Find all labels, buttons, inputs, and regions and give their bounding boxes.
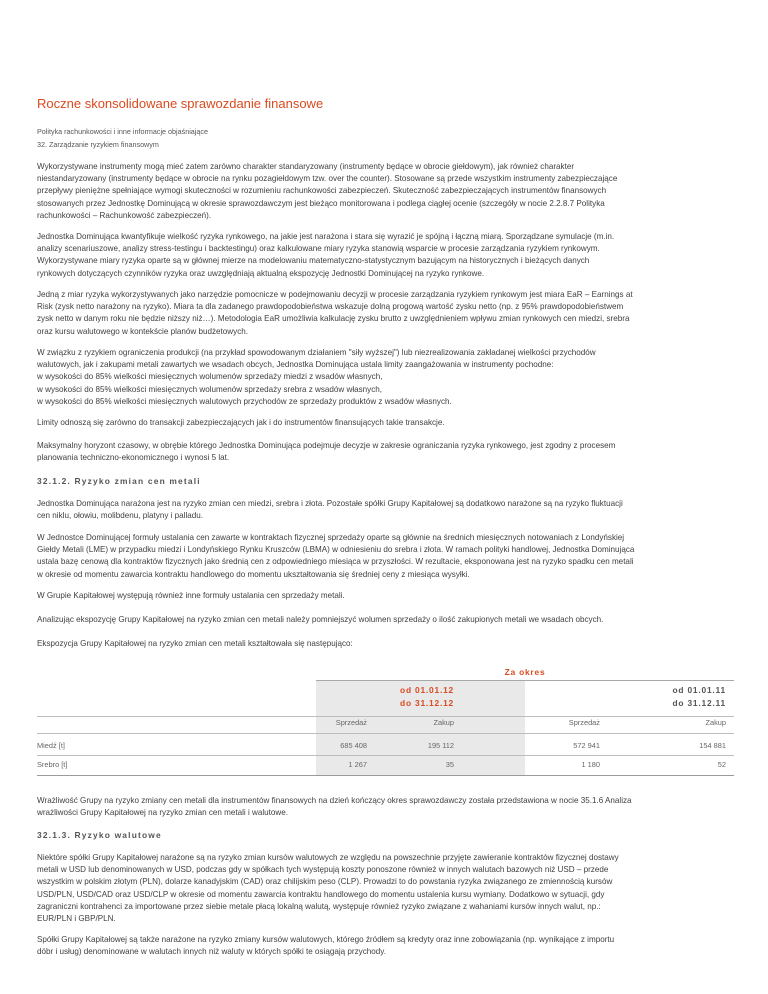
table-cell: 1 180 xyxy=(581,760,600,769)
section-heading-currency-risk: 32.1.3. Ryzyko walutowe xyxy=(37,830,162,840)
table-caption: Za okres xyxy=(504,667,546,677)
table-subheader-rule xyxy=(37,733,734,734)
paragraph-metal-exposure: Jednostka Dominująca narażona jest na ryzyko zmian cen miedzi, srebra i złota. Pozostałe spółki Grupy Kapitałowej są dodatkowo narażone są na ryzyko fluktuacji cen niklu, ołowiu, molibdenu, platyny i palladu. xyxy=(37,499,623,521)
table-header-rule xyxy=(37,716,734,717)
paragraph-limits-scope: Limity odnoszą się zarówno do transakcji zabezpieczających jak i do instrumentów finansujących takie transakcje. xyxy=(37,418,445,427)
section-heading-metal-price-risk: 32.1.2. Ryzyko zmian cen metali xyxy=(37,476,201,486)
period-2011: od 01.01.11 do 31.12.11 xyxy=(672,685,726,708)
paragraph-sensitivity: Wrażliwość Grupy na ryzyko zmiany cen metali dla instrumentów finansowych na dzień kończący okres sprawozdawczy została przedstawiona w nocie 35.1.6 Analiza wrażliwości Grupy Kapitałowej na ryzyko zmian cen metali i walutowe. xyxy=(37,796,632,818)
table-subheader: Zakup xyxy=(433,718,454,727)
breadcrumb-subsection: 32. Zarządzanie ryzykiem finansowym xyxy=(37,140,159,149)
paragraph-volume-analysis: Analizując ekspozycję Grupy Kapitałowej na ryzyko zmian cen metali należy pomniejszyć wolumen sprzedaży o ilość zakupionych metali we wsadach obcych. xyxy=(37,615,604,624)
period-2012: od 01.01.12 do 31.12.12 xyxy=(400,685,454,708)
paragraph-price-formulas: W Jednostce Dominującej formuły ustalania cen zawarte w kontraktach fizycznej sprzedaży oparte są głównie na średnich miesięcznych notowaniach z Londyńskiej Giełdy Metali (LME) w przypadku miedzi i Londyńskiego Rynku Kruszców (LBMA) w odniesieniu do srebra i złota. W ramach polityki handlowej, Jednostka Dominująca ustala bazę cenową dla kontraktów fizycznych jako średnią cen z odpowiedniego miesiąca w przyszłości. W rezultacie, eksponowana jest na ryzyko spadku cen metali w okresie od momentu zawarcia kontraktu handlowego do momentu ukształtowania się średniej ceny z miesiąca wysyłki. xyxy=(37,533,635,579)
paragraph-currency-exposure: Niektóre spółki Grupy Kapitałowej narażone są na ryzyko zmian kursów walutowych ze względu na powszechnie przyjęte zawieranie kontraktów fizycznej dostawy metali w USD lub denominowanych w USD, podczas gdy w spółkach tych występują koszty ponoszone również w innych walutach bazowych niż USD – przede wszystkim w polskim złotym (PLN), dolarze kanadyjskim (CAD) oraz chilijskim peso (CLP). Prowadzi to do powstania ryzyka związanego ze zmiennością kursów USD/PLN, USD/CAD oraz USD/CLP w okresie od momentu zawarcia kontraktu handlowego do momentu ustalenia kursu wymiany. Dodatkowo w sytuacji, gdy zagraniczni kontrahenci za importowane przez siebie metale płacą lokalną walutą, występuje również ryzyko związane z wahaniami kursów innych walut, np.: EUR/PLN i GBP/PLN. xyxy=(37,853,619,924)
paragraph-ear: Jedną z miar ryzyka wykorzystywanych jako narzędzie pomocnicze w podejmowaniu decyzji w procesie zarządzania ryzykiem rynkowym jest miara EaR – Earnings at Risk (zysk netto narażony na ryzyko). Miara ta dla zadanego prawdopodobieństwa wskazuje dolną progową wartość zysku netto (np. z 95% prawdopodobieństwem zysk netto w danym roku nie będzie niższy niż…). Metodologia EaR umożliwia kalkulację zysku brutto z uwzględnieniem wpływu zmian rynkowych cen miedzi, srebra oraz kursu walutowego w kontekście planów budżetowych. xyxy=(37,290,633,336)
paragraph-other-formulas: W Grupie Kapitałowej występują również inne formuły ustalania cen sprzedaży metali. xyxy=(37,591,345,600)
table-subheader: Zakup xyxy=(705,718,726,727)
table-cell: 572 941 xyxy=(573,741,600,750)
table-top-rule xyxy=(316,680,734,681)
table-row-label: Miedź [t] xyxy=(37,741,65,750)
table-cell: 35 xyxy=(445,760,454,769)
table-subheader: Sprzedaż xyxy=(568,718,600,727)
paragraph-table-intro: Ekspozycja Grupy Kapitałowej na ryzyko zmian cen metali kształtowała się następująco: xyxy=(37,639,353,648)
table-cell: 685 408 xyxy=(340,741,367,750)
table-row-rule xyxy=(37,755,734,756)
table-cell: 1 267 xyxy=(348,760,367,769)
paragraph-limits: W związku z ryzykiem ograniczenia produkcji (na przykład spowodowanym działaniem "siły wyższej") lub niezrealizowania zakładanej wielkości przychodów walutowych, jak i zakupami metali zawartych we wsadach obcych, Jednostka Dominująca ustala limity zaangażowania w instrumenty pochodne: w wysokości do 85% wielkości miesięcznych wolumenów sprzedaży miedzi z wsadów własnych, w wysokości do 85% wielkości miesięcznych wolumenów sprzedaży srebra z wsadów własnych, w wysokości do 85% wielkości miesięcznych walutowych przychodów ze sprzedaży produktów z wsadów własnych. xyxy=(37,348,596,406)
table-subheader: Sprzedaż xyxy=(335,718,367,727)
paragraph-risk-quantification: Jednostka Dominująca kwantyfikuje wielkość ryzyka rynkowego, na jakie jest narażona i stara się wyrazić je spójną i łączną miarą. Sporządzane symulacje (m.in. analizy scenariuszowe, analizy stress-testingu i backtestingu) oraz kalkulowane miary ryzyka stanowią wsparcie w procesie zarządzania ryzykiem rynkowym. Wykorzystywane miary ryzyka oparte są w głównej mierze na modelowaniu matematyczno-statystycznym bazującym na historycznych i bieżących danych rynkowych dotyczących czynników ryzyka oraz uwzględniają aktualną ekspozycję Jednostki Dominującej na ryzyko rynkowe. xyxy=(37,232,615,278)
paragraph-instruments: Wykorzystywane instrumenty mogą mieć zatem zarówno charakter standaryzowany (instrumenty będące w obrocie giełdowym), jak również charakter niestandaryzowany (instrumenty będące w obrocie na rynku pozagiełdowym tzw. over the counter). Stosowane są przede wszystkim instrumenty zabezpieczające przepływy pieniężne spełniające wymogi skuteczności w rozumieniu rachunkowości zabezpieczeń. Skuteczność zabezpieczających instrumentów finansowych stosowanych przez Jednostkę Dominującą w okresie sprawozdawczym jest bieżąco monitorowana i podlega ciągłej ocenie (szczegóły w nocie 2.2.8.7 Polityka rachunkowości – Rachunkowość zabezpieczeń). xyxy=(37,162,618,220)
table-cell: 154 881 xyxy=(699,741,726,750)
table-cell: 52 xyxy=(717,760,726,769)
breadcrumb-section: Polityka rachunkowości i inne informacje objaśniające xyxy=(37,127,208,136)
table-bottom-rule xyxy=(37,775,734,776)
paragraph-horizon: Maksymalny horyzont czasowy, w obrębie którego Jednostka Dominująca podejmuje decyzje w zakresie ograniczania ryzyka rynkowego, jest zgodny z procesem planowania techniczno-ekonomicznego i wynosi 5 lat. xyxy=(37,441,616,463)
table-row-label: Srebro [t] xyxy=(37,760,68,769)
page-title: Roczne skonsolidowane sprawozdanie finansowe xyxy=(37,96,324,111)
table-cell: 195 112 xyxy=(427,741,454,750)
paragraph-currency-liabilities: Spółki Grupy Kapitałowej są także narażone na ryzyko zmiany kursów walutowych, którego źródłem są kredyty oraz inne zobowiązania (np. wynikające z importu dóbr i usług) denominowane w walutach innych niż waluty w których spółki te osiągają przychody. xyxy=(37,935,615,957)
